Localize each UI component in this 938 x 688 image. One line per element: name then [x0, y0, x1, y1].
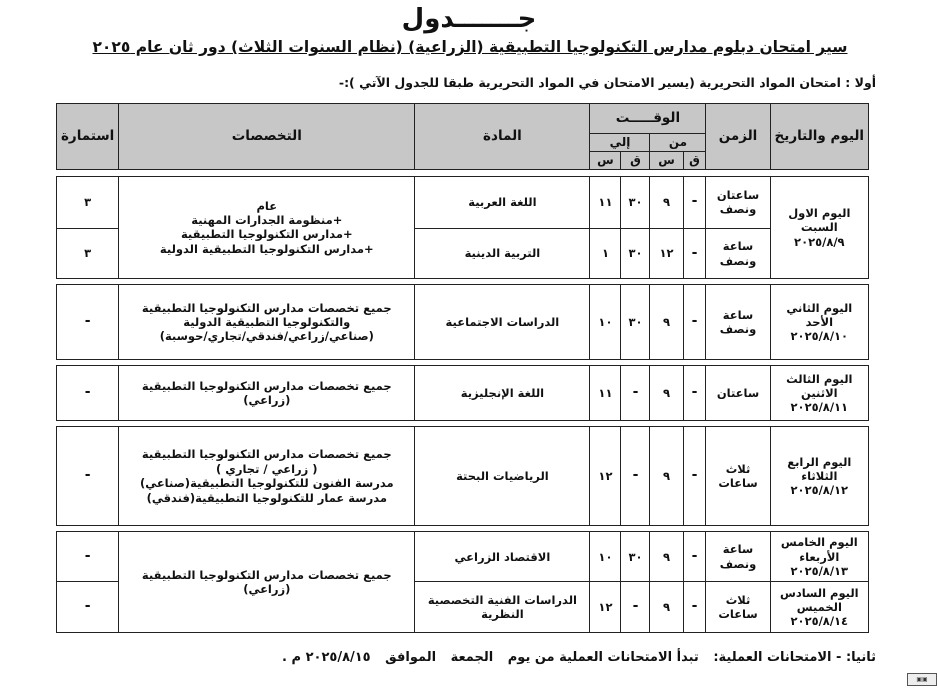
form-cell: -: [57, 427, 119, 526]
header-time: الوقـــــت: [590, 104, 706, 134]
to-s-cell: ١١: [590, 365, 621, 420]
document-title: جـــــــدول: [401, 4, 537, 34]
header-from-s: س: [650, 152, 683, 170]
to-s-cell: ١١: [590, 176, 621, 228]
practical-exams-note: [272, 650, 876, 665]
header-duration: الزمن: [706, 104, 770, 170]
form-cell: -: [57, 285, 119, 360]
subject-cell: اللغة الإنجليزية: [415, 365, 590, 420]
to-q-cell: -: [621, 427, 650, 526]
duration-cell: ساعة ونصف: [706, 532, 770, 582]
day-cell: اليوم الثالث الاثنين ٢٠٢٥/٨/١١: [770, 365, 868, 420]
form-cell: -: [57, 532, 119, 582]
specializations-cell: جميع تخصصات مدارس التكنولوجيا التطبيقية (زراعي): [119, 532, 415, 633]
header-to-q: ق: [621, 152, 650, 170]
from-q-cell: -: [683, 228, 706, 278]
header-day-date: اليوم والتاريخ: [770, 104, 868, 170]
day-cell: اليوم السادس الخميس ٢٠٢٥/٨/١٤: [770, 582, 868, 633]
subject-cell: الدراسات الفنية التخصصية النظرية: [415, 582, 590, 633]
day-cell: اليوم الرابع الثلاثاء ٢٠٢٥/٨/١٢: [770, 427, 868, 526]
header-specializations: التخصصات: [119, 104, 415, 170]
to-q-cell: ٣٠: [621, 176, 650, 228]
from-s-cell: ٩: [650, 365, 683, 420]
specializations-cell: جميع تخصصات مدارس التكنولوجيا التطبيقية والتكنولوجيا التطبيقية الدولية (صناعي/زراعي/فندقي/تجاري/حوسبة): [119, 285, 415, 360]
from-s-cell: ٩: [650, 582, 683, 633]
day-cell: اليوم الثاني الأحد ٢٠٢٥/٨/١٠: [770, 285, 868, 360]
to-s-cell: ١٢: [590, 582, 621, 633]
to-s-cell: ١٠: [590, 285, 621, 360]
table-row: [57, 365, 869, 420]
day-cell: اليوم الاول السبت ٢٠٢٥/٨/٩: [770, 176, 868, 279]
header-from-q: ق: [683, 152, 706, 170]
specializations-cell: عام +منظومة الجدارات المهنية +مدارس التكنولوجيا التطبيقية +مدارس التكنولوجيا التطبيقية الدولية: [119, 176, 415, 279]
header-from: من: [650, 134, 706, 152]
from-q-cell: -: [683, 285, 706, 360]
table-row: [57, 532, 869, 582]
exam-schedule-table: [56, 103, 869, 633]
subject-cell: الرياضيات البحتة: [415, 427, 590, 526]
specializations-cell: جميع تخصصات مدارس التكنولوجيا التطبيقية ( زراعي / تجاري ) مدرسة الفنون للتكنولوجيا التطبيقية(صناعي) مدرسة عمار للتكنولوجيا التطبيقية(فندقي): [119, 427, 415, 526]
header-form: استمارة: [57, 104, 119, 170]
duration-cell: ساعة ونصف: [706, 228, 770, 278]
subject-cell: الدراسات الاجتماعية: [415, 285, 590, 360]
form-cell: -: [57, 582, 119, 633]
from-q-cell: -: [683, 365, 706, 420]
table-row: [57, 285, 869, 360]
from-s-cell: ١٢: [650, 228, 683, 278]
form-cell: -: [57, 365, 119, 420]
form-cell: ٣: [57, 228, 119, 278]
scanner-watermark-icon: ▣▣: [907, 673, 937, 686]
practical-exams-label: ثانيا: - الامتحانات العملية:: [713, 650, 876, 665]
to-q-cell: -: [621, 582, 650, 633]
from-q-cell: -: [683, 532, 706, 582]
header-to-s: س: [590, 152, 621, 170]
from-q-cell: -: [683, 582, 706, 633]
form-cell: ٣: [57, 176, 119, 228]
subject-cell: اللغة العربية: [415, 176, 590, 228]
to-s-cell: ١٢: [590, 427, 621, 526]
document-subtitle: سير امتحان دبلوم مدارس التكنولوجيا التطبيقية (الزراعية) (نظام السنوات الثلاث) دور ثان عام ٢٠٢٥: [92, 38, 848, 56]
to-q-cell: ٣٠: [621, 285, 650, 360]
duration-cell: ساعة ونصف: [706, 285, 770, 360]
from-s-cell: ٩: [650, 176, 683, 228]
from-q-cell: -: [683, 427, 706, 526]
from-s-cell: ٩: [650, 427, 683, 526]
from-s-cell: ٩: [650, 532, 683, 582]
practical-exams-agree: الموافق: [385, 650, 437, 665]
to-s-cell: ١: [590, 228, 621, 278]
practical-exams-date: ٢٠٢٥/٨/١٥ م .: [282, 650, 371, 665]
table-row: [57, 427, 869, 526]
header-to: إلي: [590, 134, 650, 152]
duration-cell: ثلاث ساعات: [706, 427, 770, 526]
duration-cell: ثلاث ساعات: [706, 582, 770, 633]
from-q-cell: -: [683, 176, 706, 228]
practical-exams-day: الجمعة: [450, 650, 494, 665]
intro-line: أولا : امتحان المواد التحريرية (يسير الامتحان في المواد التحريرية طبقا للجدول الآتي ):-: [338, 75, 876, 90]
duration-cell: ساعتان ونصف: [706, 176, 770, 228]
from-s-cell: ٩: [650, 285, 683, 360]
subject-cell: التربية الدينية: [415, 228, 590, 278]
day-cell: اليوم الخامس الأربعاء ٢٠٢٥/٨/١٣: [770, 532, 868, 582]
header-subject: المادة: [415, 104, 590, 170]
practical-exams-text: تبدأ الامتحانات العملية من يوم: [507, 650, 699, 665]
specializations-cell: جميع تخصصات مدارس التكنولوجيا التطبيقية (زراعي): [119, 365, 415, 420]
to-q-cell: ٣٠: [621, 532, 650, 582]
subject-cell: الاقتصاد الزراعي: [415, 532, 590, 582]
to-s-cell: ١٠: [590, 532, 621, 582]
to-q-cell: ٣٠: [621, 228, 650, 278]
duration-cell: ساعتان: [706, 365, 770, 420]
table-row: [57, 176, 869, 228]
to-q-cell: -: [621, 365, 650, 420]
